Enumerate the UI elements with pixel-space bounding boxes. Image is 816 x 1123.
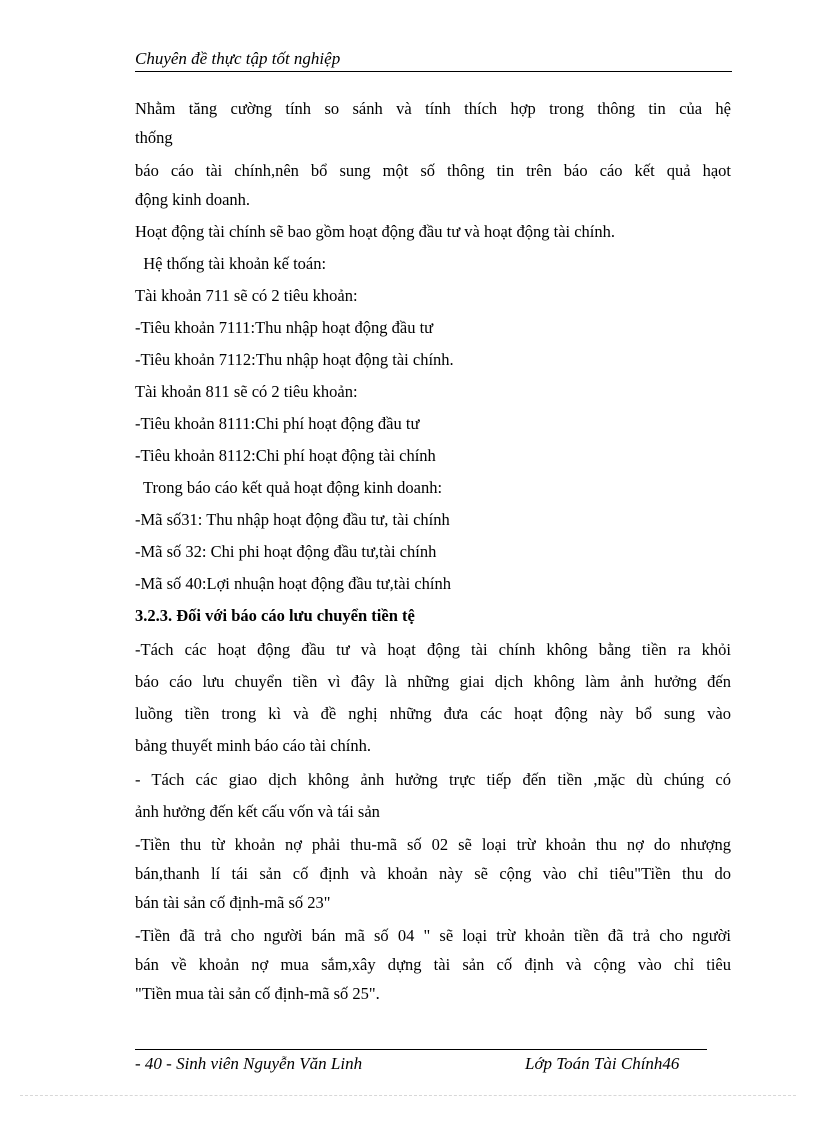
- paragraph-line: bảng thuyết minh báo cáo tài chính.: [135, 736, 371, 755]
- paragraph-line: Hệ thống tài khoản kế toán:: [135, 254, 327, 273]
- paragraph-line: thống: [135, 128, 173, 147]
- footer-divider: [135, 1049, 707, 1050]
- paragraph-line: -Tách các hoạt động đầu tư và hoạt động tài chính không bằng tiền ra khỏi: [135, 640, 731, 659]
- paragraph-line: Tài khoản 811 sẽ có 2 tiêu khoản:: [135, 382, 358, 401]
- paragraph-line: Nhằm tăng cường tính so sánh và tính thích hợp trong thông tin của hệ: [135, 99, 731, 118]
- section-heading: 3.2.3. Đối với báo cáo lưu chuyển tiền tệ: [135, 606, 415, 625]
- paragraph-line: "Tiền mua tài sản cố định-mã số 25".: [135, 984, 380, 1003]
- footer-left: - 40 - Sinh viên Nguyễn Văn Linh: [135, 1054, 363, 1073]
- paragraph-line: động kinh doanh.: [135, 190, 251, 209]
- paragraph-line: báo cáo lưu chuyển tiền vì đây là những giai dịch không làm ảnh hưởng đến: [135, 672, 731, 691]
- paragraph-line: luồng tiền trong kì và đề nghị những đưa các hoạt động này bổ sung vào: [135, 704, 731, 723]
- paragraph-line: Hoạt động tài chính sẽ bao gồm hoạt động đầu tư và hoạt động tài chính.: [135, 222, 616, 241]
- footer-right: Lớp Toán Tài Chính46: [525, 1054, 680, 1073]
- page-edge-divider: [20, 1095, 796, 1096]
- paragraph-line: bán,thanh lí tái sản cố định và khoản này sẽ cộng vào chỉ tiêu"Tiền thu do: [135, 864, 731, 883]
- document-body: [135, 94, 731, 1008]
- page-header: Chuyên đề thực tập tốt nghiệp: [135, 48, 732, 72]
- paragraph-line: -Tiêu khoản 7112:Thu nhập hoạt động tài chính.: [135, 350, 454, 369]
- paragraph-line: -Tiêu khoản 8111:Chi phí hoạt động đầu tư: [135, 414, 420, 433]
- paragraph-line: -Tiêu khoản 7111:Thu nhập hoạt động đầu tư: [135, 318, 434, 337]
- paragraph-line: -Mã số31: Thu nhập hoạt động đầu tư, tài chính: [135, 510, 450, 529]
- paragraph-line: Tài khoản 711 sẽ có 2 tiêu khoản:: [135, 286, 358, 305]
- paragraph-line: -Tiền thu từ khoản nợ phải thu-mã số 02 sẽ loại trừ khoản thu nợ do nhượng: [135, 835, 731, 854]
- paragraph-line: bán về khoản nợ mua sắm,xây dựng tài sản cố định và cộng vào chỉ tiêu: [135, 955, 731, 974]
- paragraph-line: -Tiêu khoản 8112:Chi phí hoạt động tài chính: [135, 446, 436, 465]
- paragraph-line: Trong báo cáo kết quả hoạt động kinh doanh:: [135, 478, 443, 497]
- paragraph-line: báo cáo tài chính,nên bổ sung một số thông tin trên báo cáo kết quả hạot: [135, 161, 731, 180]
- paragraph-line: -Tiền đã trả cho người bán mã số 04 " sẽ loại trừ khoản tiền đã trả cho người: [135, 926, 731, 945]
- paragraph-line: - Tách các giao dịch không ảnh hưởng trực tiếp đến tiền ,mặc dù chúng có: [135, 770, 731, 789]
- paragraph-line: -Mã số 32: Chi phi hoạt động đầu tư,tài chính: [135, 542, 437, 561]
- paragraph-line: bán tài sản cố định-mã số 23": [135, 893, 331, 912]
- paragraph-line: -Mã số 40:Lợi nhuận hoạt động đầu tư,tài chính: [135, 574, 451, 593]
- paragraph-line: ảnh hưởng đến kết cấu vốn và tái sản: [135, 802, 380, 821]
